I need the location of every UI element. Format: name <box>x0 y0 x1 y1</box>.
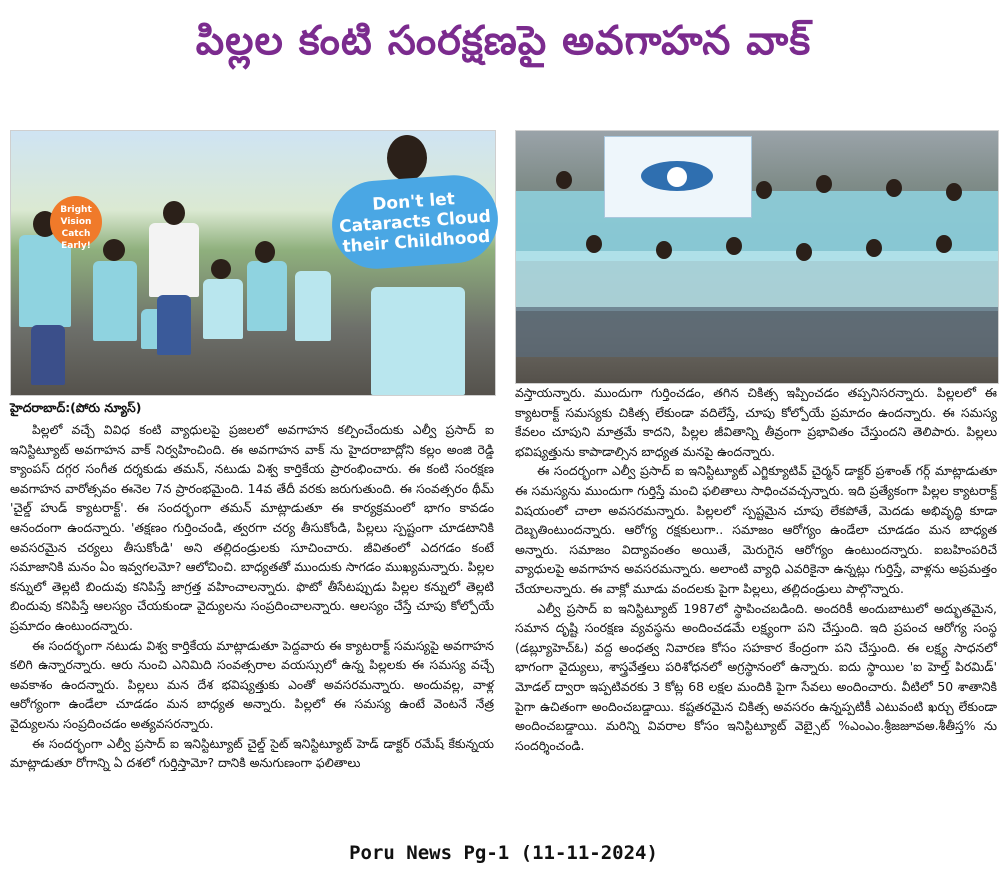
walk-photo-right <box>515 130 999 384</box>
article-paragraph: ఈ సందర్భంగా ఎల్వీ ప్రసాద్ ఐ ఇనిస్టిట్యూట్ చైల్డ్ సైట్ ఇనిస్టిట్యూట్ హెడ్ డాక్టర్ రమేష్ కేకున్నయ మాట్లాడుతూ రోగాన్ని ఏ దశలో గుర్తిస్తామో? దానికి అనుగుణంగా ఫలితాలు <box>10 735 494 771</box>
dateline: హైదరాబాద్:(పోరు న్యూస్) <box>10 400 142 415</box>
article-column-right <box>515 383 997 755</box>
page-footer: Poru News Pg-1 (11-11-2024) <box>349 842 658 864</box>
event-banner <box>604 136 752 218</box>
article-paragraph: ఈ సందర్భంగా ఎల్వీ ప్రసాద్ ఐ ఇనిస్టిట్యూట్ ఎగ్జిక్యూటివ్ చైర్మన్ డాక్టర్ ప్రశాంత్ గర్గ్ మాట్లాడుతూ ఈ సమస్యను ముందుగా గుర్తిస్తే మంచి ఫలితాలు సాధించవచ్చన్నారు. ఇది ప్రత్యేకంగా పిల్లల క్యాటరాక్ట్ విషయంలో చాలా అవసరమన్నారు. పిల్లలలో స్పష్టమైన చూపు లేకపోతే, మెదడు అభివృద్ధి కూడా దెబ్బతింటుందన్నారు. ఆరోగ్య రక్షకులుగా.. సమాజం ఆరోగ్యం ఉండేలా చూడడం మన బాధ్యత అన్నారు. సమాజం విద్యావంతం అయితే, మెరుగైన ఆరోగ్యం ఉంటుందన్నారు. ఐబహింపరిచే వ్యాధులపై అవగాహన అవసరమన్నారు. అలాంటి వ్యాధి ఎవరికైనా ఉన్నట్లు గుర్తిస్తే, వాళ్లను అప్రమత్తం చేయాలన్నారు. ఈ వాక్లో మూడు వందలకు పైగా పిల్లలు, తల్లిదండ్రులు పాల్గొన్నారు. <box>515 463 997 596</box>
eye-pupil-icon <box>667 167 687 187</box>
article-paragraph: పిల్లలో వచ్చే వివిధ కంటి వ్యాధులపై ప్రజలలో అవగాహన కల్పించేందుకు ఎల్వీ ప్రసాద్ ఐ ఇనిస్టిట్యూట్ అవగాహన వాక్ నిర్వహించింది. ఈ అవగాహన వాక్ ను హైదరాబాద్లోని కల్లం అంజి రెడ్డి క్యాంపస్ దగ్గర సంగీత దర్శకుడు తమన్, నటుడు విశ్వ కార్తికేయ ప్రారంభించారు. ఈ కంటి సంరక్షణ అవగాహన వారోత్సవం ఈనెల 7న ప్రారంభమైంది. 14వ తేదీ వరకు జరుగుతుంది. ఈ సంవత్సరం థీమ్ 'చైల్డ్ హుడ్ క్యాటరాక్ట్'. ఈ సందర్భంగా తమన్ మాట్లాడుతూ ఈ కార్యక్రమంలో భాగం కావడం ఆనందంగా ఉందన్నారు. 'తక్షణం గుర్తించండి, త్వరగా చర్య తీసుకోండి, పిల్లలు స్పష్టంగా చూడటానికి అవసరమైన చర్యలు తీసుకోండి' అని తల్లిదండ్రులకు సూచించారు. జీవితంలో ఎదగడం కంటే సమాజానికి మనం ఏం ఇవ్వగలమో? ఆలోచించి. బాధ్యతతో ముందుకు సాగడం ముఖ్యమన్నారు. పిల్లల కన్నులో తెల్లటి బిందువు కనిపిస్తే జాగ్రత్త వహించాలన్నారు. ఫొటో తీసేటప్పుడు పిల్లల కన్నులో తెల్లటి బిందువు కనిపిస్తే ఆలస్యం చేయకుండా వైద్యులను సంప్రదించాలన్నారు. ఆలస్యం చేస్తే చూపు కోల్పోయే ప్రమాదం ఉంటుందన్నారు. <box>10 422 494 633</box>
article-column-left <box>10 420 494 773</box>
headline: పిల్లల కంటి సంరక్షణపై అవగాహన వాక్ <box>195 18 812 64</box>
article-paragraph: వస్తాయన్నారు. ముందుగా గుర్తించడం, తగిన చికిత్స ఇప్పించడం తప్పనిసరన్నారు. పిల్లలలో ఈ క్యాటరాక్ట్ సమస్యకు చికిత్స లేకుండా వదిలేస్తే, చూపు కోల్పోయే ప్రమాదం ఉందన్నారు. ఈ సమస్య కేవలం చూపుని మాత్రమే కాదని, పిల్లల జీవితాన్ని తీవ్రంగా ప్రభావితం చేస్తుందని తెలిపారు. పిల్లలు భవిష్యత్తును కాపాడాల్సిన బాధ్యత మనపై ఉందన్నారు. <box>515 385 997 459</box>
cataracts-sign: Don't let Cataracts Cloud their Childhood <box>329 172 501 271</box>
catch-early-badge: Bright Vision Catch Early! <box>50 196 102 248</box>
article-paragraph: ఎల్వీ ప్రసాద్ ఐ ఇనిస్టిట్యూట్ 1987లో స్థాపించబడింది. అందరికీ అందుబాటులో అద్భుతమైన, సమాన దృష్టి సంరక్షణ వ్యవస్థను అందించడమే లక్ష్యంగా పని చేస్తుంది. ఇది ప్రపంచ ఆరోగ్య సంస్థ (డబ్ల్యూహెచ్ఓ) వద్ద అంధత్వ నివారణ కోసం సహకార కేంద్రంగా పని చేస్తుంది. ఈ లక్ష్య సాధనలో భాగంగా వైద్యులు, శాస్త్రవేత్తలు పరిశోధనలో అగ్రస్థానంలో ఉన్నారు. ఐదు స్థాయిల 'ఐ హెల్త్ పిరమిడ్' మోడల్ ద్వారా ఇప్పటివరకు 3 కోట్ల 68 లక్షల మందికి పైగా సేవలు అందించారు. వీటిలో 50 శాతానికి పైగా ఉచితంగా అందించబడ్డాయి. కష్టతరమైన చికిత్స అవసరం ఉన్నప్పటికీ ఎటువంటి ఖర్చు లేకుండా అందించబడ్డాయి. మరిన్ని వివరాల కోసం ఇనిస్టిట్యూట్ వెబ్సైట్ %ఎంఎం.శ్రీజజూవఅ.శీతీస్త% ను సందర్శించండి. <box>515 600 997 753</box>
article-paragraph: ఈ సందర్భంగా నటుడు విశ్వ కార్తికేయ మాట్లాడుతూ పెద్దవారు ఈ క్యాటరాక్ట్ సమస్యపై అవగాహన కలిగి ఉన్నారన్నారు. ఆరు నుంచి ఎనిమిది సంవత్సరాల వయస్సులో ఉన్న పిల్లలకు ఈ సమస్య వచ్చే అవకాశం ఉందన్నారు. పిల్లలు మన దేశ భవిష్యత్తుకు ఎంతో అవసరమన్నారు. అందువల్ల, వాళ్ల ఆరోగ్యంగా ఉండేలా చూడడం మన బాధ్యత అన్నారు. పిల్లలో ఈ సమస్య ఉంటే వెంటనే నేత్ర వైద్యులను సంప్రదించడం అత్యవసరన్నారు. <box>10 637 494 731</box>
